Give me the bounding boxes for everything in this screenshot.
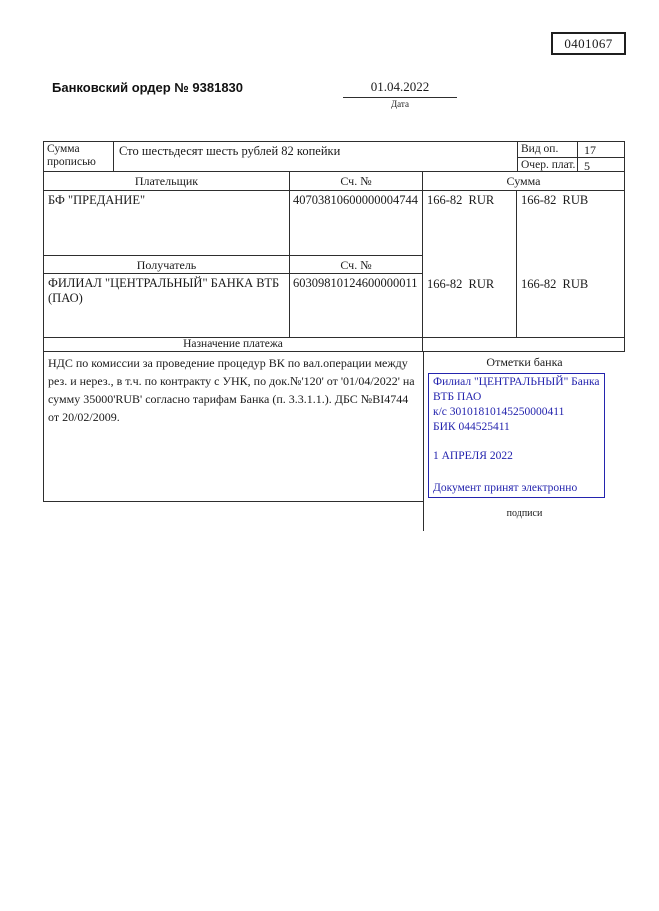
stamp-date: 1 АПРЕЛЯ 2022 bbox=[433, 450, 513, 462]
operation-type-value: 17 bbox=[578, 142, 625, 157]
payee-row bbox=[44, 274, 423, 337]
purpose-text: НДС по комиссии за проведение процедур ВК по вал.операции между рез. и нерез., в т.ч. по контракту с УНК, по док.№'120' от '01/04/2022' на сумму 35000'RUB' согласно тарифам Банка (п. 3.3.1.1.). ДБС №BI4744 от 20/02/2009. bbox=[43, 352, 423, 502]
parties-row bbox=[43, 191, 625, 338]
stamp-footer: Документ принят электронно bbox=[433, 482, 578, 494]
bank-marks-label: Отметки банка bbox=[486, 355, 563, 369]
purpose-header-row bbox=[43, 338, 625, 352]
amount-words-label: Сумма прописью bbox=[44, 142, 114, 171]
date-block bbox=[343, 79, 457, 109]
date-caption: Дата bbox=[391, 99, 409, 109]
payer-name: БФ "ПРЕДАНИЕ" bbox=[44, 191, 290, 255]
payee-name: ФИЛИАЛ "ЦЕНТРАЛЬНЫЙ" БАНКА ВТБ (ПАО) bbox=[44, 274, 290, 337]
amount-rub-column bbox=[517, 191, 625, 337]
column-header-row bbox=[43, 172, 625, 191]
payment-priority-value: 5 bbox=[578, 158, 625, 172]
payee-account: 60309810124600000011 bbox=[290, 274, 423, 337]
amount-rur-column bbox=[423, 191, 517, 337]
payer-row bbox=[44, 191, 423, 256]
stamp-bik: БИК 044525411 bbox=[433, 421, 510, 433]
operation-type-row bbox=[518, 142, 625, 158]
amount-column-header: Сумма bbox=[423, 172, 625, 190]
payer-account: 40703810600000004744 bbox=[290, 191, 423, 255]
purpose-and-marks-row bbox=[43, 352, 625, 531]
amount-words-row bbox=[43, 142, 625, 172]
operation-type-label: Вид оп. bbox=[518, 142, 578, 157]
payee-account-column-header: Сч. № bbox=[290, 256, 423, 273]
payment-priority-row bbox=[518, 158, 625, 172]
purpose-header-right-spacer bbox=[423, 338, 625, 351]
payer-amount-rub: 166-82 RUB bbox=[521, 193, 589, 207]
payer-column-header: Плательщик bbox=[44, 172, 290, 190]
parties-left-block bbox=[44, 191, 423, 337]
payment-priority-label: Очер. плат. bbox=[518, 158, 578, 172]
bank-marks-column bbox=[423, 352, 625, 531]
stamp-corr-account: к/с 30101810145250000411 bbox=[433, 406, 565, 418]
date-value: 01.04.2022 bbox=[343, 79, 457, 98]
signatures-label: подписи bbox=[506, 508, 543, 519]
operation-box bbox=[518, 142, 625, 171]
payee-header-row bbox=[44, 256, 423, 274]
form-code-value: 0401067 bbox=[564, 35, 613, 51]
payer-amount-rur: 166-82 RUR bbox=[427, 193, 495, 207]
bank-stamp bbox=[428, 373, 605, 498]
form-code-box bbox=[551, 32, 626, 55]
account-column-header: Сч. № bbox=[290, 172, 423, 190]
payee-column-header: Получатель bbox=[44, 256, 290, 273]
payment-order-table bbox=[43, 141, 625, 531]
document-title: Банковский ордер № 9381830 bbox=[52, 80, 244, 95]
payee-amount-rub: 166-82 RUB bbox=[521, 277, 589, 291]
amount-words-value: Сто шестьдесят шесть рублей 82 копейки bbox=[114, 142, 518, 171]
payee-amount-rur: 166-82 RUR bbox=[427, 277, 495, 291]
stamp-bank-name: Филиал "ЦЕНТРАЛЬНЫЙ" Банка ВТБ ПАО bbox=[433, 376, 600, 403]
purpose-header: Назначение платежа bbox=[44, 338, 423, 351]
